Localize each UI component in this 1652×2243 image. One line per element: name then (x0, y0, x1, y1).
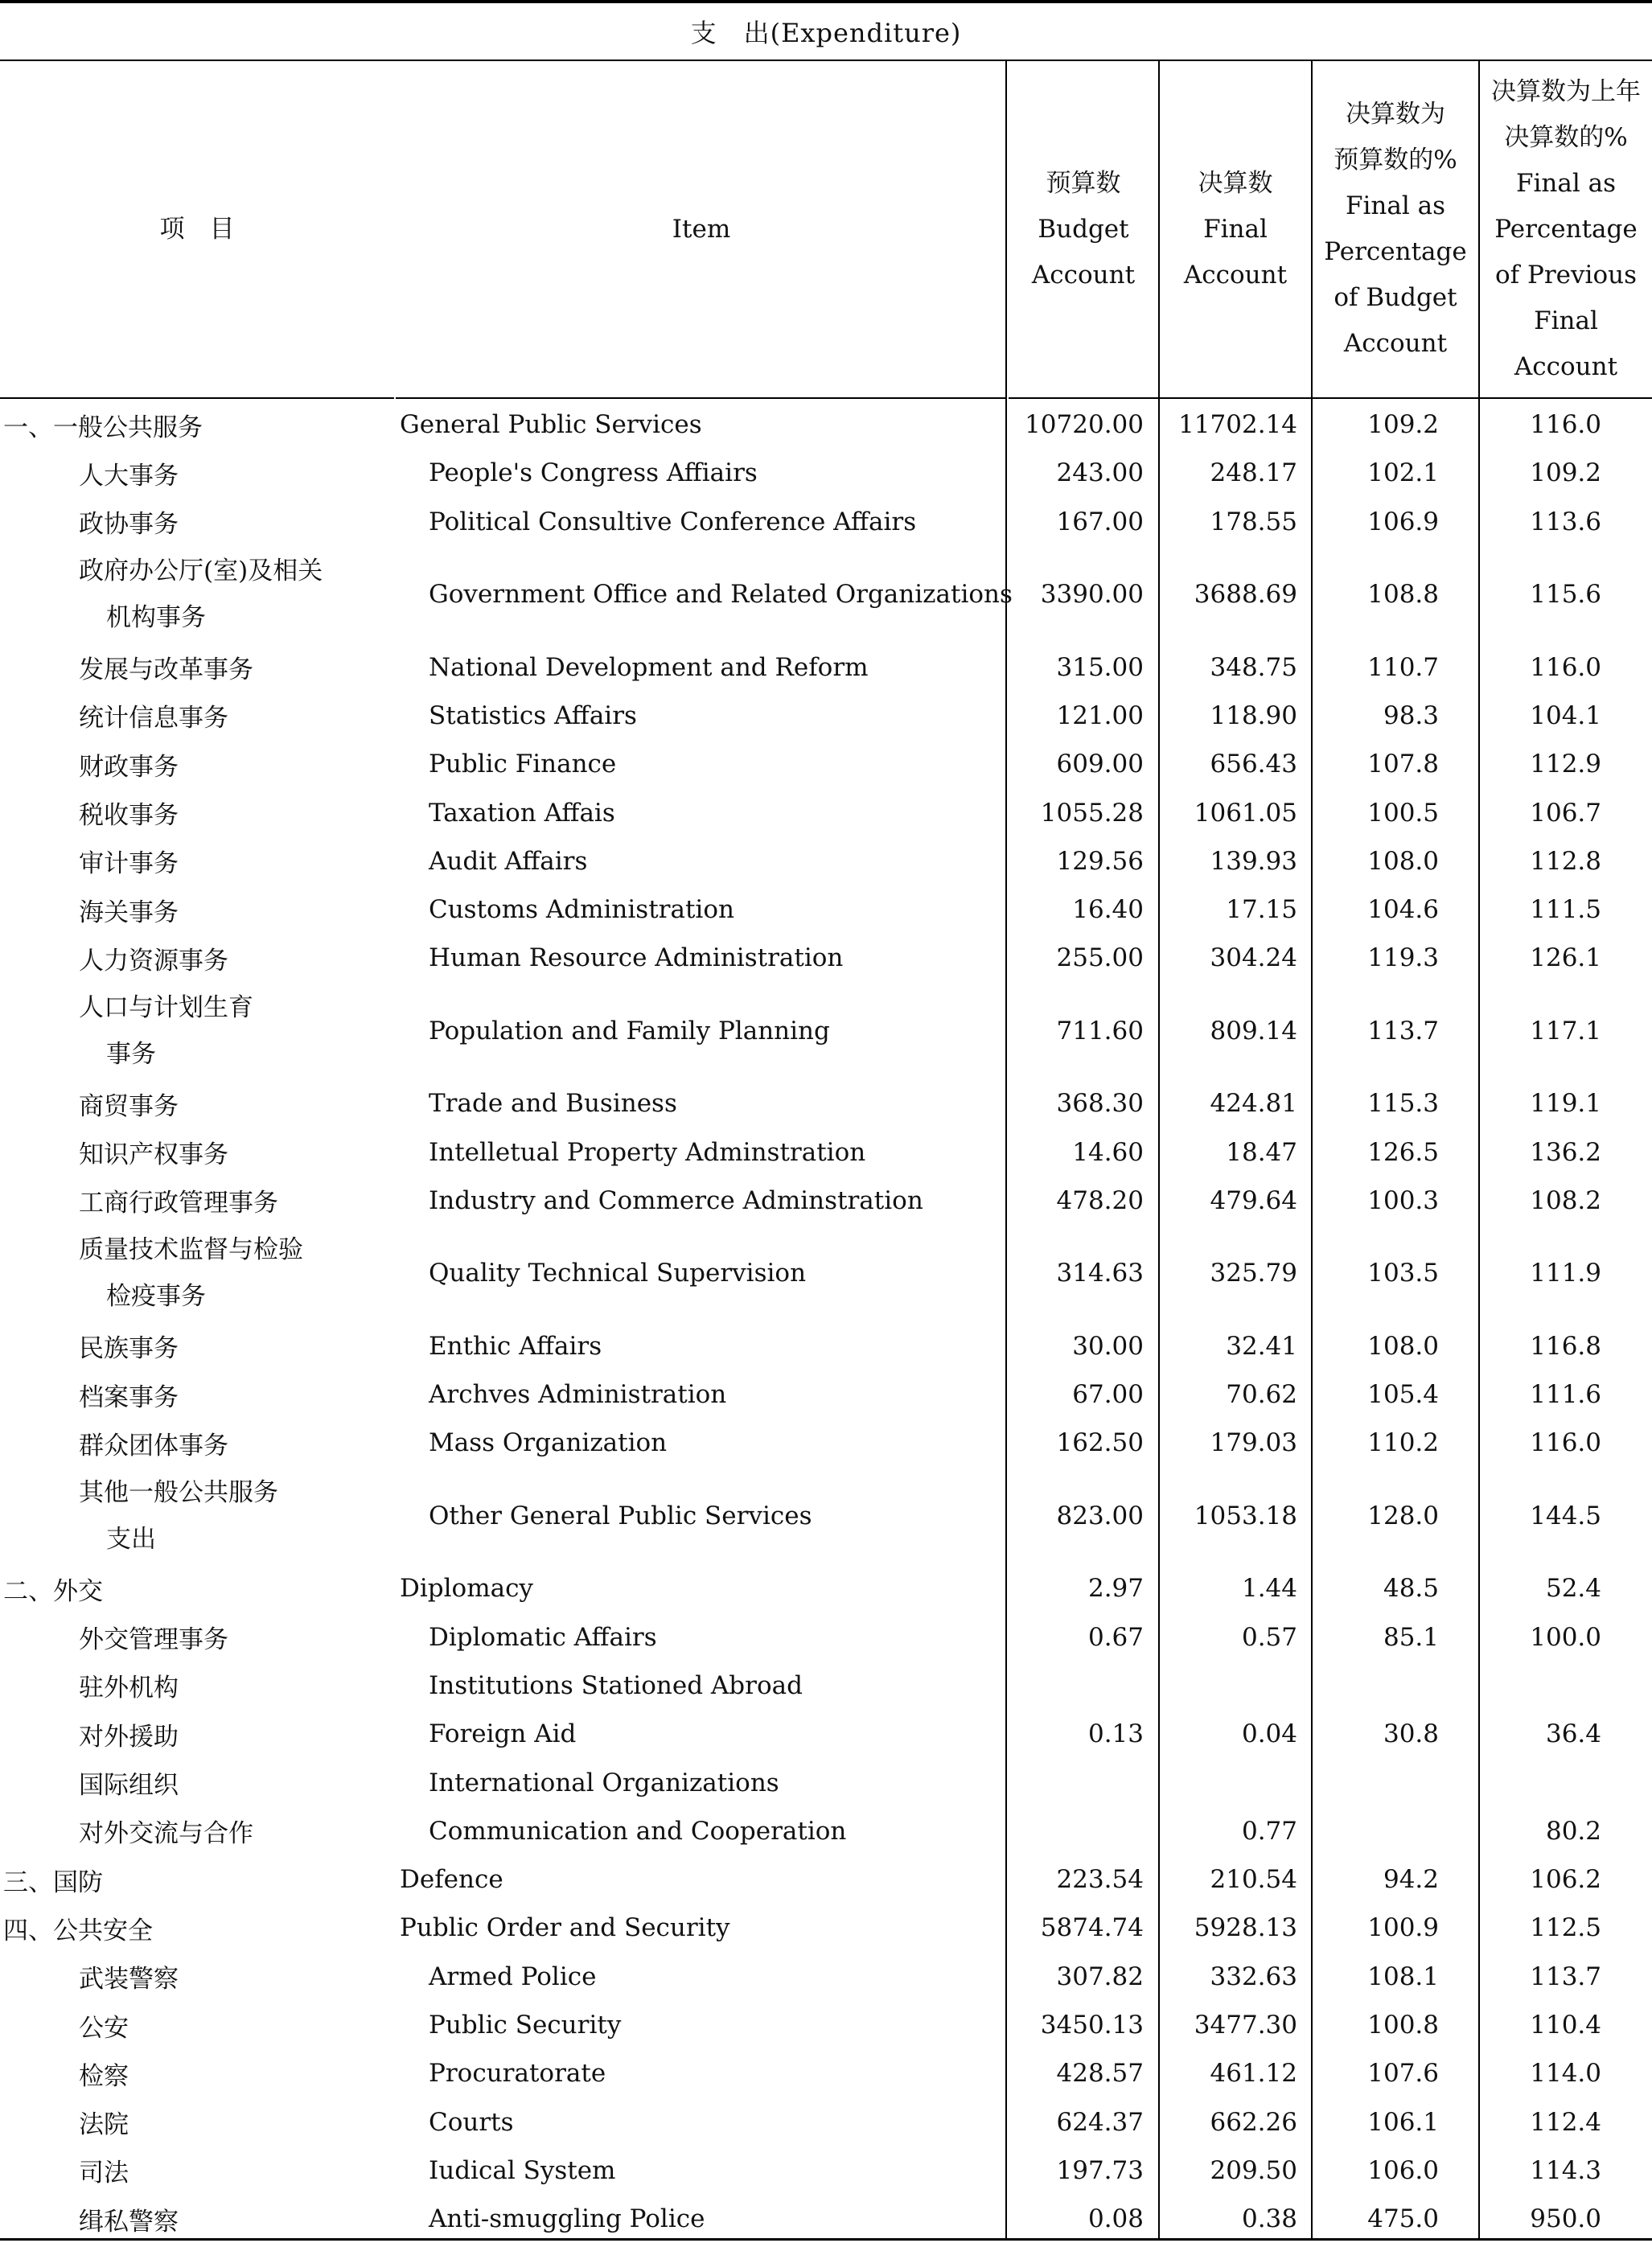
item-en: Armed Police (429, 1962, 597, 1991)
pct-budget-value: 100.8 (1367, 2011, 1439, 2040)
pct-budget-value: 105.4 (1367, 1380, 1439, 1410)
item-zh-line2: 事务 (106, 1039, 156, 1069)
pct-budget-value: 85.1 (1383, 1622, 1439, 1652)
pct-budget-value: 94.2 (1383, 1865, 1439, 1895)
pct-prev-value: 116.0 (1530, 410, 1601, 440)
budget-value: 711.60 (1056, 1016, 1144, 1046)
item-en: Human Resource Administration (429, 943, 844, 973)
pct-prev-value: 116.0 (1530, 1428, 1601, 1458)
budget-value: 609.00 (1056, 750, 1144, 779)
item-en: Defence (400, 1865, 503, 1895)
pct-prev-value: 112.5 (1530, 1913, 1601, 1943)
item-zh: 对外援助 (79, 1722, 179, 1752)
final-value: 656.43 (1210, 750, 1297, 779)
budget-value: 197.73 (1056, 2155, 1144, 2185)
table-row (0, 2195, 1652, 2243)
item-zh: 外交管理事务 (79, 1625, 228, 1655)
pct-prev-value: 117.1 (1530, 1016, 1601, 1046)
item-zh: 司法 (79, 2159, 129, 2188)
pct-prev-value: 112.8 (1530, 846, 1601, 876)
pct-budget-value: 113.7 (1367, 1016, 1439, 1046)
final-value: 809.14 (1210, 1016, 1297, 1046)
header-final: 决算数 Final Account (1160, 61, 1311, 399)
budget-value (1007, 1807, 1144, 1855)
pct-budget-value: 126.5 (1367, 1137, 1439, 1167)
budget-value: 315.00 (1056, 652, 1144, 682)
item-zh: 二、外交 (3, 1576, 103, 1606)
table-row (0, 643, 1652, 692)
final-value: 0.77 (1241, 1816, 1297, 1846)
item-en: Mass Organization (429, 1428, 668, 1458)
table-row (0, 1128, 1652, 1177)
pct-budget-value: 106.0 (1367, 2155, 1439, 2185)
final-value: 70.62 (1226, 1380, 1297, 1410)
header-budget: 预算数 Budget Account (1009, 61, 1158, 399)
pct-budget-value: 109.2 (1367, 410, 1439, 440)
final-value: 118.90 (1210, 700, 1297, 730)
item-zh: 缉私警察 (79, 2207, 179, 2237)
pct-budget-value: 108.0 (1367, 1331, 1439, 1361)
pct-budget-value (1310, 1758, 1439, 1806)
item-zh: 武装警察 (79, 1965, 179, 1994)
pct-budget-value: 107.6 (1367, 2059, 1439, 2089)
final-value: 461.12 (1210, 2059, 1297, 2089)
budget-value: 223.54 (1056, 1865, 1144, 1895)
table-row (0, 692, 1652, 740)
item-zh: 人力资源事务 (79, 946, 228, 976)
item-zh: 人大事务 (79, 461, 179, 491)
final-value: 5928.13 (1194, 1913, 1297, 1943)
item-zh: 法院 (79, 2110, 129, 2140)
item-en: General Public Services (400, 410, 702, 440)
final-value: 178.55 (1210, 507, 1297, 536)
pct-budget-value: 98.3 (1383, 700, 1439, 730)
pct-prev-value: 144.5 (1530, 1501, 1601, 1530)
budget-value: 823.00 (1056, 1501, 1144, 1530)
pct-prev-value: 113.6 (1530, 507, 1601, 536)
pct-budget-value: 104.6 (1367, 895, 1439, 925)
pct-budget-value: 106.1 (1367, 2107, 1439, 2137)
item-zh-line1: 质量技术监督与检验 (79, 1235, 303, 1265)
final-value: 209.50 (1210, 2155, 1297, 2185)
final-value: 11702.14 (1178, 410, 1297, 440)
pct-prev-value (1482, 1662, 1601, 1710)
table-row (0, 2146, 1652, 2195)
item-zh: 国际组织 (79, 1771, 179, 1801)
header-item-zh: 项 目 (0, 61, 394, 399)
final-value: 325.79 (1210, 1259, 1297, 1288)
item-en: Political Consultive Conference Affairs (429, 507, 917, 536)
item-en: Government Office and Related Organizations (429, 580, 1013, 610)
budget-value: 5874.74 (1040, 1913, 1144, 1943)
budget-value: 255.00 (1056, 943, 1144, 973)
table-row (0, 837, 1652, 885)
final-value: 662.26 (1210, 2107, 1297, 2137)
item-en: People's Congress Affiairs (429, 458, 758, 488)
budget-value: 0.67 (1087, 1622, 1144, 1652)
final-value: 17.15 (1226, 895, 1297, 925)
pct-budget-value: 110.7 (1367, 652, 1439, 682)
final-value: 0.38 (1241, 2204, 1297, 2234)
final-value: 18.47 (1226, 1137, 1297, 1167)
pct-budget-value: 100.3 (1367, 1185, 1439, 1215)
item-en: Intelletual Property Adminstration (429, 1137, 866, 1167)
item-zh: 民族事务 (79, 1334, 179, 1364)
pct-budget-value: 115.3 (1367, 1089, 1439, 1119)
budget-value: 167.00 (1056, 507, 1144, 536)
item-en: Archves Administration (429, 1380, 727, 1410)
final-value: 1053.18 (1194, 1501, 1297, 1530)
budget-value: 30.00 (1072, 1331, 1144, 1361)
item-zh-line1: 其他一般公共服务 (79, 1477, 278, 1507)
item-en: Institutions Stationed Abroad (429, 1670, 803, 1700)
pct-prev-value: 116.0 (1530, 652, 1601, 682)
table-row (0, 934, 1652, 982)
budget-value: 0.08 (1087, 2204, 1144, 2234)
item-en: Public Security (429, 2011, 622, 2040)
table-row (0, 885, 1652, 934)
item-zh-line1: 政府办公厅(室)及相关 (79, 557, 323, 586)
item-en: Population and Family Planning (429, 1016, 830, 1046)
pct-budget-value: 100.9 (1367, 1913, 1439, 1943)
pct-budget-value: 107.8 (1367, 750, 1439, 779)
budget-value: 1055.28 (1040, 798, 1144, 828)
table-row (0, 498, 1652, 546)
budget-value: 129.56 (1056, 846, 1144, 876)
item-en: Audit Affairs (429, 846, 588, 876)
final-value: 348.75 (1210, 652, 1297, 682)
item-en: National Development and Reform (429, 652, 869, 682)
pct-budget-value: 475.0 (1367, 2204, 1439, 2234)
item-en: Foreign Aid (429, 1719, 577, 1749)
pct-prev-value: 113.7 (1530, 1962, 1601, 1991)
item-zh: 政协事务 (79, 510, 179, 540)
budget-value: 478.20 (1056, 1185, 1144, 1215)
item-en: Quality Technical Supervision (429, 1259, 807, 1288)
final-value (1159, 1758, 1297, 1806)
budget-value: 3390.00 (1040, 580, 1144, 610)
item-zh-line2: 支出 (106, 1524, 156, 1554)
budget-value: 16.40 (1072, 895, 1144, 925)
pct-prev-value: 109.2 (1530, 458, 1601, 488)
table-row (0, 788, 1652, 836)
pct-budget-value: 103.5 (1367, 1259, 1439, 1288)
item-en: Trade and Business (429, 1089, 677, 1119)
table-row (0, 983, 1652, 1080)
pct-prev-value: 111.6 (1530, 1380, 1601, 1410)
item-en: Diplomacy (400, 1574, 533, 1604)
final-value: 179.03 (1210, 1428, 1297, 1458)
pct-prev-value: 100.0 (1530, 1622, 1601, 1652)
item-en: Taxation Affais (429, 798, 615, 828)
budget-value: 10720.00 (1025, 410, 1144, 440)
item-zh: 一、一般公共服务 (3, 413, 203, 442)
pct-prev-value: 80.2 (1545, 1816, 1601, 1846)
item-zh-line1: 人口与计划生育 (79, 992, 253, 1022)
item-zh: 档案事务 (79, 1382, 179, 1412)
table-row (0, 1419, 1652, 1467)
item-zh: 知识产权事务 (79, 1140, 228, 1170)
pct-budget-value (1310, 1807, 1439, 1855)
pct-prev-value: 36.4 (1545, 1719, 1601, 1749)
header-pct-budget: 决算数为 预算数的% Final as Percentage of Budget Account (1313, 61, 1478, 399)
pct-prev-value: 104.1 (1530, 700, 1601, 730)
table-row (0, 1855, 1652, 1904)
final-value: 0.04 (1241, 1719, 1297, 1749)
item-zh: 检察 (79, 2061, 129, 2091)
budget-value: 67.00 (1072, 1380, 1144, 1410)
pct-budget-value: 108.1 (1367, 1962, 1439, 1991)
table-row (0, 401, 1652, 449)
pct-prev-value: 119.1 (1530, 1089, 1601, 1119)
table-row (0, 2001, 1652, 2049)
pct-prev-value: 111.9 (1530, 1259, 1601, 1288)
pct-budget-value: 106.9 (1367, 507, 1439, 536)
budget-value: 2.97 (1087, 1574, 1144, 1604)
final-value: 210.54 (1210, 1865, 1297, 1895)
table-row (0, 1758, 1652, 1806)
pct-prev-value: 108.2 (1530, 1185, 1601, 1215)
table-row (0, 1710, 1652, 1758)
pct-prev-value: 114.3 (1530, 2155, 1601, 2185)
pct-prev-value: 114.0 (1530, 2059, 1601, 2089)
final-value: 3477.30 (1194, 2011, 1297, 2040)
pct-budget-value: 100.5 (1367, 798, 1439, 828)
item-zh: 审计事务 (79, 849, 179, 879)
table-row (0, 546, 1652, 643)
pct-prev-value: 112.9 (1530, 750, 1601, 779)
final-value: 1.44 (1241, 1574, 1297, 1604)
table-row (0, 2098, 1652, 2146)
table-row (0, 449, 1652, 497)
final-value: 332.63 (1210, 1962, 1297, 1991)
item-en: Other General Public Services (429, 1501, 812, 1530)
header-pct-prev: 决算数为上年 决算数的% Final as Percentage of Previous Final Account (1480, 61, 1652, 399)
item-en: Statistics Affairs (429, 700, 637, 730)
item-en: Industry and Commerce Adminstration (429, 1185, 923, 1215)
final-value: 0.57 (1241, 1622, 1297, 1652)
budget-value: 307.82 (1056, 1962, 1144, 1991)
final-value: 139.93 (1210, 846, 1297, 876)
item-zh: 群众团体事务 (79, 1431, 228, 1460)
pct-budget-value: 30.8 (1383, 1719, 1439, 1749)
table-row (0, 1807, 1652, 1855)
item-zh: 三、国防 (3, 1867, 103, 1897)
item-zh: 税收事务 (79, 801, 179, 831)
pct-prev-value (1482, 1758, 1601, 1806)
item-en: Iudical System (429, 2155, 616, 2185)
pct-prev-value: 52.4 (1545, 1574, 1601, 1604)
item-en: International Organizations (429, 1768, 779, 1797)
pct-budget-value: 110.2 (1367, 1428, 1439, 1458)
budget-value: 0.13 (1087, 1719, 1144, 1749)
pct-budget-value: 128.0 (1367, 1501, 1439, 1530)
item-zh: 财政事务 (79, 752, 179, 782)
table-row (0, 1468, 1652, 1565)
item-zh: 对外交流与合作 (79, 1819, 253, 1849)
item-zh-line2: 检疫事务 (106, 1282, 206, 1312)
table-row (0, 1564, 1652, 1612)
item-en: Communication and Cooperation (429, 1816, 847, 1846)
item-en: Courts (429, 2107, 514, 2137)
item-zh: 工商行政管理事务 (79, 1189, 278, 1218)
budget-value: 314.63 (1056, 1259, 1144, 1288)
item-zh: 驻外机构 (79, 1674, 179, 1703)
pct-budget-value: 48.5 (1383, 1574, 1439, 1604)
pct-budget-value: 108.8 (1367, 580, 1439, 610)
budget-value: 3450.13 (1040, 2011, 1144, 2040)
table-row (0, 1079, 1652, 1128)
table-row (0, 1225, 1652, 1322)
item-en: Public Finance (429, 750, 617, 779)
budget-value (1007, 1758, 1144, 1806)
final-value: 479.64 (1210, 1185, 1297, 1215)
pct-prev-value: 112.4 (1530, 2107, 1601, 2137)
item-en: Anti-smuggling Police (429, 2204, 705, 2234)
item-en: Enthic Affairs (429, 1331, 602, 1361)
pct-budget-value: 102.1 (1367, 458, 1439, 488)
pct-prev-value: 950.0 (1530, 2204, 1601, 2234)
table-row (0, 740, 1652, 788)
final-value: 1061.05 (1194, 798, 1297, 828)
pct-prev-value: 116.8 (1530, 1331, 1601, 1361)
item-zh: 四、公共安全 (3, 1916, 153, 1945)
pct-prev-value: 115.6 (1530, 580, 1601, 610)
item-en: Public Order and Security (400, 1913, 730, 1943)
budget-value: 14.60 (1072, 1137, 1144, 1167)
header-item-en: Item (396, 61, 1007, 399)
pct-budget-value: 119.3 (1367, 943, 1439, 973)
item-zh: 发展与改革事务 (79, 655, 253, 685)
table-row (0, 1177, 1652, 1225)
pct-prev-value: 110.4 (1530, 2011, 1601, 2040)
table-row (0, 1662, 1652, 1710)
budget-value: 162.50 (1056, 1428, 1144, 1458)
table-row (0, 1322, 1652, 1370)
pct-budget-value: 108.0 (1367, 846, 1439, 876)
table-row (0, 1613, 1652, 1662)
item-en: Customs Administration (429, 895, 734, 925)
budget-value: 428.57 (1056, 2059, 1144, 2089)
budget-value: 368.30 (1056, 1089, 1144, 1119)
pct-prev-value: 136.2 (1530, 1137, 1601, 1167)
budget-value: 243.00 (1056, 458, 1144, 488)
table-row (0, 1370, 1652, 1419)
budget-value: 121.00 (1056, 700, 1144, 730)
item-en: Procuratorate (429, 2059, 606, 2089)
table-row (0, 2049, 1652, 2097)
item-zh: 统计信息事务 (79, 704, 228, 733)
budget-value: 624.37 (1056, 2107, 1144, 2137)
final-value: 248.17 (1210, 458, 1297, 488)
final-value: 3688.69 (1194, 580, 1297, 610)
item-zh: 公安 (79, 2013, 129, 2043)
final-value: 32.41 (1226, 1331, 1297, 1361)
final-value: 304.24 (1210, 943, 1297, 973)
pct-prev-value: 111.5 (1530, 895, 1601, 925)
table-row (0, 1904, 1652, 1952)
pct-budget-value (1310, 1662, 1439, 1710)
item-zh: 商贸事务 (79, 1091, 179, 1121)
item-zh-line2: 机构事务 (106, 603, 206, 633)
item-en: Diplomatic Affairs (429, 1622, 657, 1652)
pct-prev-value: 106.7 (1530, 798, 1601, 828)
final-value (1159, 1662, 1297, 1710)
budget-value (1007, 1662, 1144, 1710)
final-value: 424.81 (1210, 1089, 1297, 1119)
pct-prev-value: 126.1 (1530, 943, 1601, 973)
table-row (0, 1953, 1652, 2001)
table-title: 支 出(Expenditure) (0, 3, 1652, 61)
item-zh: 海关事务 (79, 898, 179, 927)
pct-prev-value: 106.2 (1530, 1865, 1601, 1895)
